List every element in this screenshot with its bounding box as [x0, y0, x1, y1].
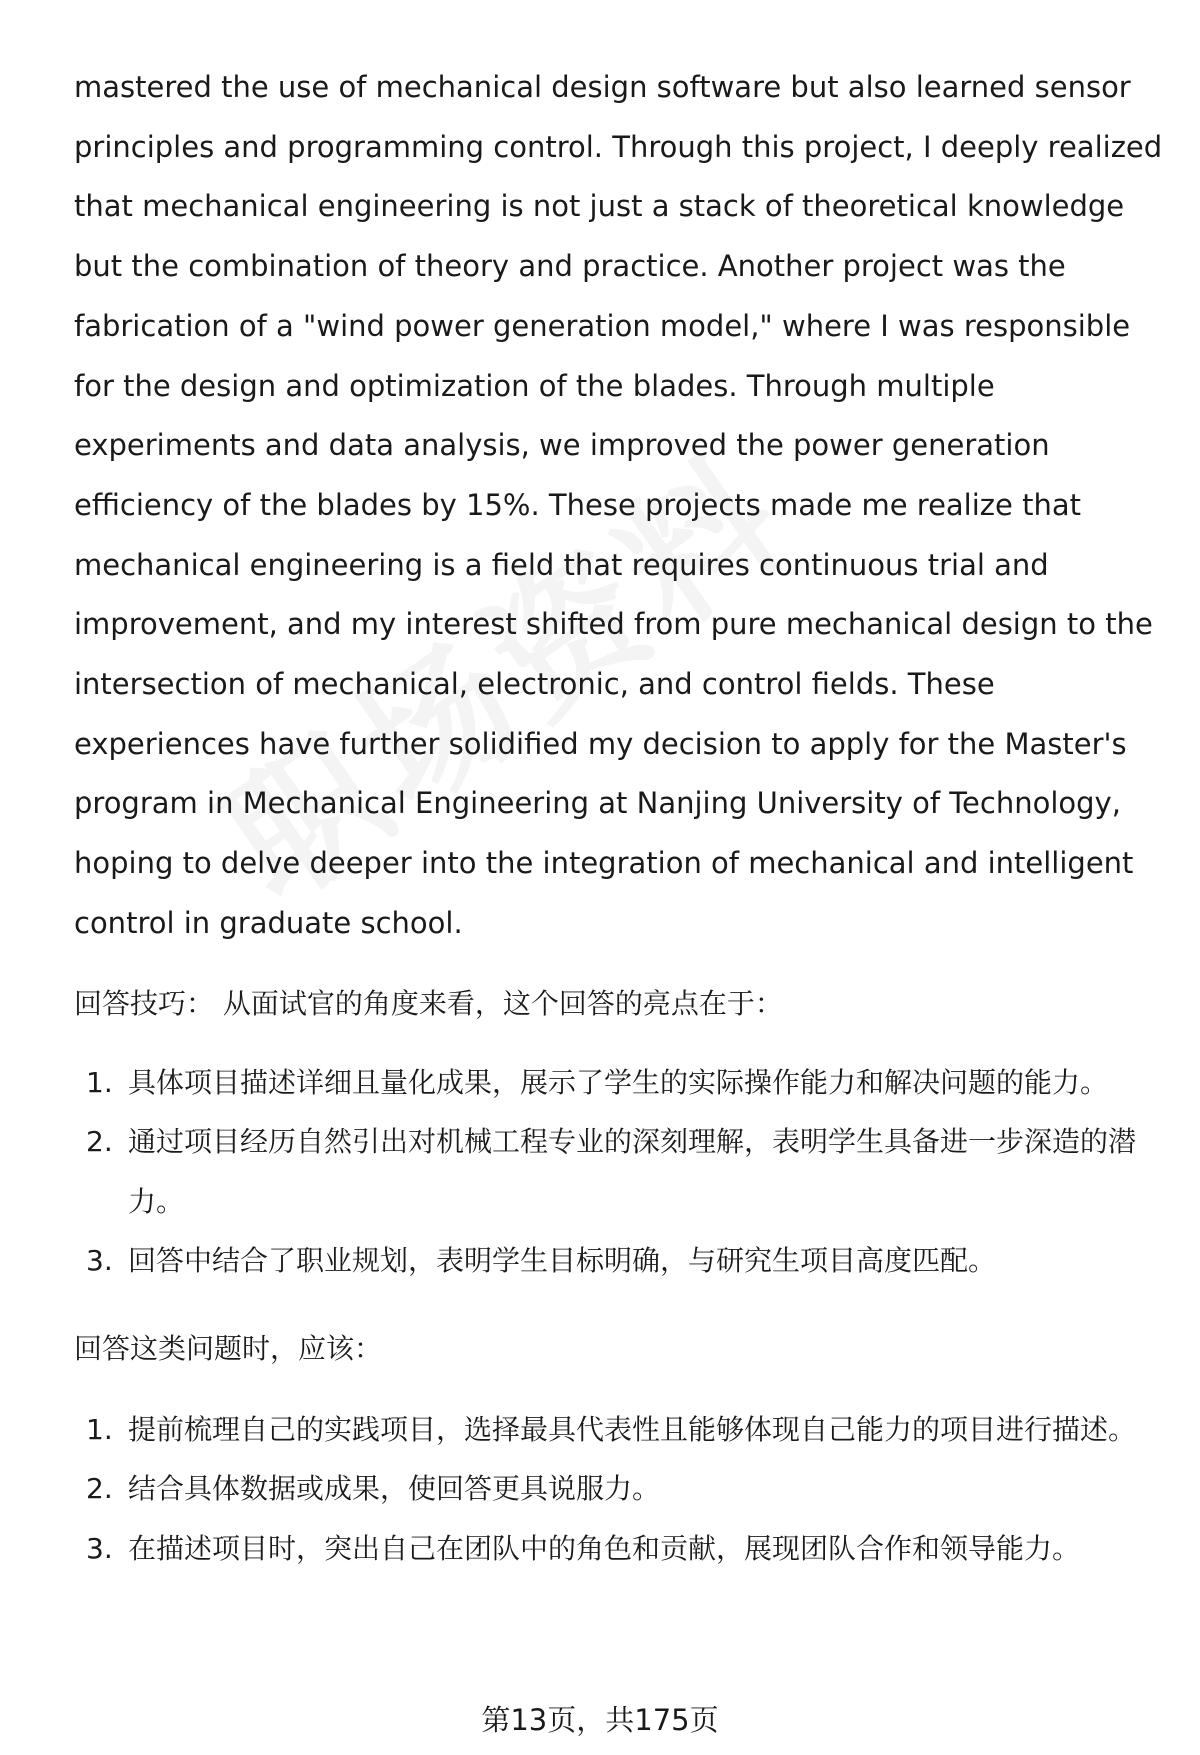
list-item-number: 1.	[86, 1412, 113, 1446]
list-item-text: 具体项目描述详细且量化成果，展示了学生的实际操作能力和解决问题的能力。	[128, 1065, 1109, 1099]
list-item	[74, 1053, 1164, 1113]
list-item-text: 提前梳理自己的实践项目，选择最具代表性且能够体现自己能力的项目进行描述。	[128, 1412, 1137, 1446]
list-item	[74, 1519, 1164, 1579]
list-item	[74, 1459, 1164, 1519]
tips-heading: 回答技巧： 从面试官的角度来看，这个回答的亮点在于：	[74, 986, 783, 1020]
list-item-number: 2.	[86, 1472, 113, 1506]
body-paragraph: mastered the use of mechanical design software but also learned sensor principles and programming control. Through this project, I deeply realized that mechanical engineering is not just a stack of theoretical knowledge but the combination of theory and practice. Another project was the fabrication of a "wind power generation model," where I was responsible for the design and optimization of the blades. Through multiple experiments and data analysis, we improved the power generation efficiency of the blades by 15%. These projects made me realize that mechanical engineering is a field that requires continuous trial and improvement, and my interest shifted from pure mechanical design to the intersection of mechanical, electronic, and control fields. These experiences have further solidified my decision to apply for the Master's program in Mechanical Engineering at Nanjing University of Technology, hoping to delve deeper into the integration of mechanical and intelligent control in graduate school.	[74, 70, 1163, 940]
list-item	[74, 1231, 1164, 1291]
list-item-text: 在描述项目时，突出自己在团队中的角色和贡献，展现团队合作和领导能力。	[128, 1531, 1081, 1565]
list-item-number: 3.	[86, 1244, 113, 1278]
list-item-text: 通过项目经历自然引出对机械工程专业的深刻理解，表明学生具备进一步深造的潜力。	[128, 1125, 1137, 1218]
page-content	[74, 58, 1164, 1578]
list-item	[74, 1112, 1164, 1231]
should-list	[74, 1400, 1164, 1579]
list-item-text: 回答中结合了职业规划，表明学生目标明确，与研究生项目高度匹配。	[128, 1244, 997, 1278]
page-number: 第13页，共175页	[481, 1703, 719, 1737]
list-item-text: 结合具体数据或成果，使回答更具说服力。	[128, 1472, 661, 1506]
list-item	[74, 1400, 1164, 1460]
tips-list	[74, 1053, 1164, 1291]
list-item-number: 2.	[86, 1125, 113, 1159]
list-item-number: 1.	[86, 1065, 113, 1099]
should-heading: 回答这类问题时，应该：	[74, 1331, 383, 1365]
list-item-number: 3.	[86, 1531, 113, 1565]
